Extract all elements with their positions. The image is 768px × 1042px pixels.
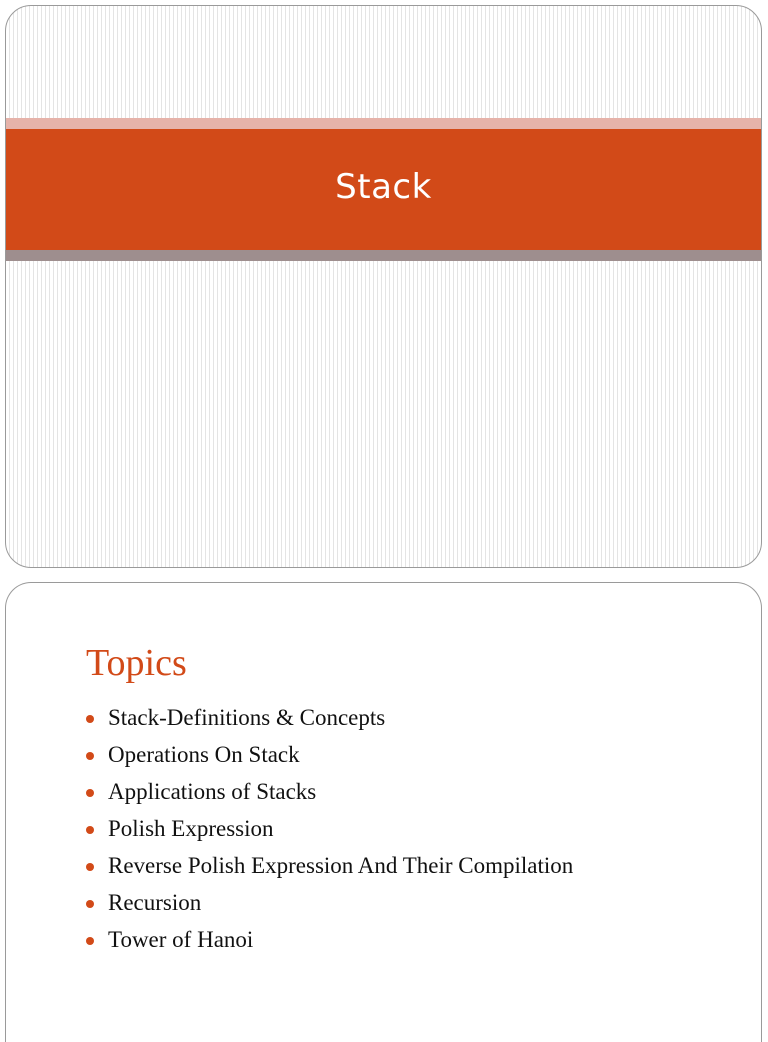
list-item	[84, 925, 573, 962]
list-item-label: Polish Expression	[108, 816, 274, 841]
list-item-label: Stack-Definitions & Concepts	[108, 705, 386, 730]
title-band-top-stripe	[6, 118, 761, 129]
title-slide	[5, 5, 762, 568]
list-item	[84, 814, 573, 851]
list-item	[84, 777, 573, 814]
bullet-dot-icon	[86, 900, 94, 908]
list-item	[84, 851, 573, 888]
title-band-bottom-stripe	[6, 250, 761, 261]
list-item-label: Reverse Polish Expression And Their Compilation	[108, 853, 574, 878]
bullet-dot-icon	[86, 715, 94, 723]
bullet-dot-icon	[86, 863, 94, 871]
bullet-dot-icon	[86, 752, 94, 760]
bullet-dot-icon	[86, 937, 94, 945]
list-item-label: Operations On Stack	[108, 742, 300, 767]
list-item-label: Tower of Hanoi	[108, 927, 254, 952]
list-item	[84, 740, 573, 777]
bullet-dot-icon	[86, 826, 94, 834]
slide-title: Stack	[335, 166, 432, 207]
list-item-label: Applications of Stacks	[108, 779, 317, 804]
topics-slide	[5, 582, 762, 1042]
bullet-dot-icon	[86, 789, 94, 797]
title-band	[6, 129, 761, 250]
topics-list	[84, 703, 573, 962]
list-item-label: Recursion	[108, 890, 202, 915]
list-item	[84, 703, 573, 740]
list-item	[84, 888, 573, 925]
topics-heading: Topics	[86, 642, 187, 684]
